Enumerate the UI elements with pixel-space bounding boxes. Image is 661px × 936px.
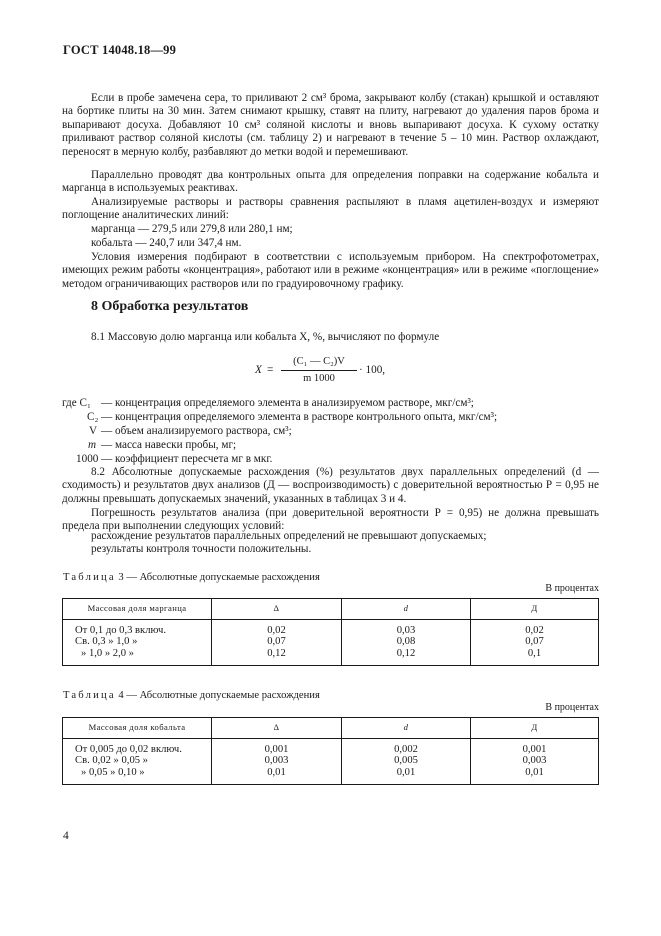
table3-d-3: 0,12 <box>396 647 416 659</box>
table4-body-row <box>63 739 599 785</box>
table3-delta-3: 0,12 <box>267 647 286 659</box>
table3-range-2: Св. 0,3 » 1,0 » <box>75 636 138 648</box>
table4-d-3: 0,01 <box>396 766 416 778</box>
formula-lhs: X <box>255 364 262 376</box>
table3-d-2: 0,08 <box>396 636 416 648</box>
table3-header-fraction: Массовая доля марганца <box>63 599 212 620</box>
table3-header-row <box>63 599 599 620</box>
paragraph-control-experiments: Параллельно проводят два контрольных опыта для определения поправки на содержание кобальта и марганца в используемых реактивах. <box>62 169 599 195</box>
table4-header-d: d <box>342 718 471 739</box>
table3-D-3: 0,1 <box>527 647 542 659</box>
def-sym-c2: C₂ <box>87 411 99 423</box>
table3-caption-word: Таблица <box>63 572 116 583</box>
table4-header-row <box>63 718 599 739</box>
table3-header-D: Д <box>471 599 599 620</box>
table4-d-1: 0,002 <box>394 744 418 755</box>
table4-range-3: » 0,05 » 0,10 » <box>81 766 145 778</box>
table4-d-values <box>342 739 471 785</box>
table3 <box>62 598 599 666</box>
table4-range-2: Св. 0,02 » 0,05 » <box>75 755 148 767</box>
table3-header-d: d <box>342 599 471 620</box>
table4-caption-word: Таблица <box>63 690 116 701</box>
table4-range-1: От 0,005 до 0,02 включ. <box>75 744 182 755</box>
page-number: 4 <box>63 830 69 842</box>
paragraph-error: Погрешность результатов анализа (при доверительной вероятности Р = 0,95) не должна превышать предела при выполнении следующих условий: <box>62 507 599 533</box>
table3-units: В процентах <box>545 583 599 594</box>
paragraph-measurement: Условия измерения подбирают в соответствии с используемым прибором. На спектрофотометрах, имеющих режим работы «концентрация», работают или в режиме «концентрация» или в режиме «поглощение» методом ограничивающих растворов или по градуировочному графику. <box>62 251 599 290</box>
table3-caption <box>63 571 320 584</box>
def-sym-c1: где C₁ <box>62 397 91 409</box>
paragraph-spraying: Анализируемые растворы и растворы сравнения распыляют в пламя ацетилен-воздух и измеряют поглощение аналитических линий: <box>62 196 599 222</box>
def-sym-v: V <box>89 425 98 437</box>
table4-d-2: 0,005 <box>394 755 418 767</box>
table4-ranges <box>63 739 212 785</box>
def-text-c1: — концентрация определяемого элемента в анализируемом растворе, мкг/см³; <box>101 397 474 409</box>
table4-delta-values <box>212 739 342 785</box>
table4-delta-1: 0,001 <box>264 744 289 755</box>
condition-2: результаты контроля точности положительны. <box>91 543 312 555</box>
table3-D-1: 0,02 <box>525 625 544 636</box>
table3-d-1: 0,03 <box>396 625 416 636</box>
table4-caption-text: 4 — Абсолютные допускаемые расхождения <box>118 690 320 701</box>
table4-units: В процентах <box>545 702 599 713</box>
table3-caption-text: 3 — Абсолютные допускаемые расхождения <box>118 572 320 583</box>
table4-D-3: 0,01 <box>525 766 544 778</box>
def-text-1000: — коэффициент пересчета мг в мкг. <box>101 453 273 465</box>
table3-range-3: » 1,0 » 2,0 » <box>81 647 134 659</box>
condition-1: расхождение результатов параллельных определений не превышают допускаемых; <box>91 530 487 542</box>
document-header: ГОСТ 14048.18—99 <box>63 43 177 57</box>
formula <box>255 355 405 389</box>
line-cobalt: кобальта — 240,7 или 347,4 нм. <box>91 237 242 249</box>
section-title: 8 Обработка результатов <box>91 299 249 314</box>
fraction-line <box>281 370 357 371</box>
line-manganese: марганца — 279,5 или 279,8 или 280,1 нм; <box>91 223 293 235</box>
def-text-c2: — концентрация определяемого элемента в растворе контрольного опыта, мкг/см³; <box>101 411 498 423</box>
table4-D-2: 0,003 <box>522 755 547 767</box>
formula-numerator: (C₁ — C₂)V <box>293 356 345 367</box>
table3-ranges <box>63 620 212 666</box>
formula-tail: · 100, <box>359 364 386 376</box>
table4-header-delta: Δ <box>212 718 342 739</box>
table4-D-values <box>471 739 599 785</box>
def-text-v: — объем анализируемого раствора, см³; <box>101 425 292 437</box>
table3-range-1: От 0,1 до 0,3 включ. <box>75 625 166 636</box>
table3-d-values <box>342 620 471 666</box>
paragraph-8-1: 8.1 Массовую долю марганца или кобальта X, %, вычисляют по формуле <box>91 331 440 343</box>
table4 <box>62 717 599 785</box>
table4-delta-2: 0,003 <box>264 755 289 767</box>
formula-equals: = <box>267 364 274 376</box>
table3-delta-2: 0,07 <box>267 636 286 648</box>
table3-header-delta: Δ <box>212 599 342 620</box>
table4-D-1: 0,001 <box>522 744 547 755</box>
paragraph-sulfur: Если в пробе замечена сера, то приливают 2 см³ брома, закрывают колбу (стакан) крышкой и оставляют на бортике плиты на 30 мин. Затем снимают крышку, ставят на плиту, нагревают до удаления паров брома и выпаривают досуха. Добавляют 10 см³ соляной кислоты и вновь выпаривают досуха. К сухому остатку приливают раствор соляной кислоты (см. таблицу 2) и нагревают в течение 5 – 10 мин. Раствор охлаждают, переносят в мерную колбу, разбавляют до метки водой и перемешивают. <box>62 92 599 158</box>
table3-D-2: 0,07 <box>525 636 544 648</box>
table3-delta-1: 0,02 <box>267 625 286 636</box>
table3-body-row <box>63 620 599 666</box>
table3-D-values <box>471 620 599 666</box>
table4-header-fraction: Массовая доля кобальта <box>63 718 212 739</box>
def-sym-1000: 1000 <box>76 453 99 465</box>
table3-delta-values <box>212 620 342 666</box>
table4-caption <box>63 689 320 702</box>
def-text-m: — масса навески пробы, мг; <box>101 439 237 451</box>
table4-delta-3: 0,01 <box>267 766 286 778</box>
table4-header-D: Д <box>471 718 599 739</box>
paragraph-8-2: 8.2 Абсолютные допускаемые расхождения (%) результатов двух параллельных определений (d — сходимость) и результатов двух анализов (Д — воспроизводимость) с доверительной вероятностью Р = 0,95 не должны превышать допускаемых значений, указанных в таблицах 3 и 4. <box>62 466 599 505</box>
formula-denominator: m 1000 <box>303 373 335 384</box>
def-sym-m: m <box>88 439 97 451</box>
